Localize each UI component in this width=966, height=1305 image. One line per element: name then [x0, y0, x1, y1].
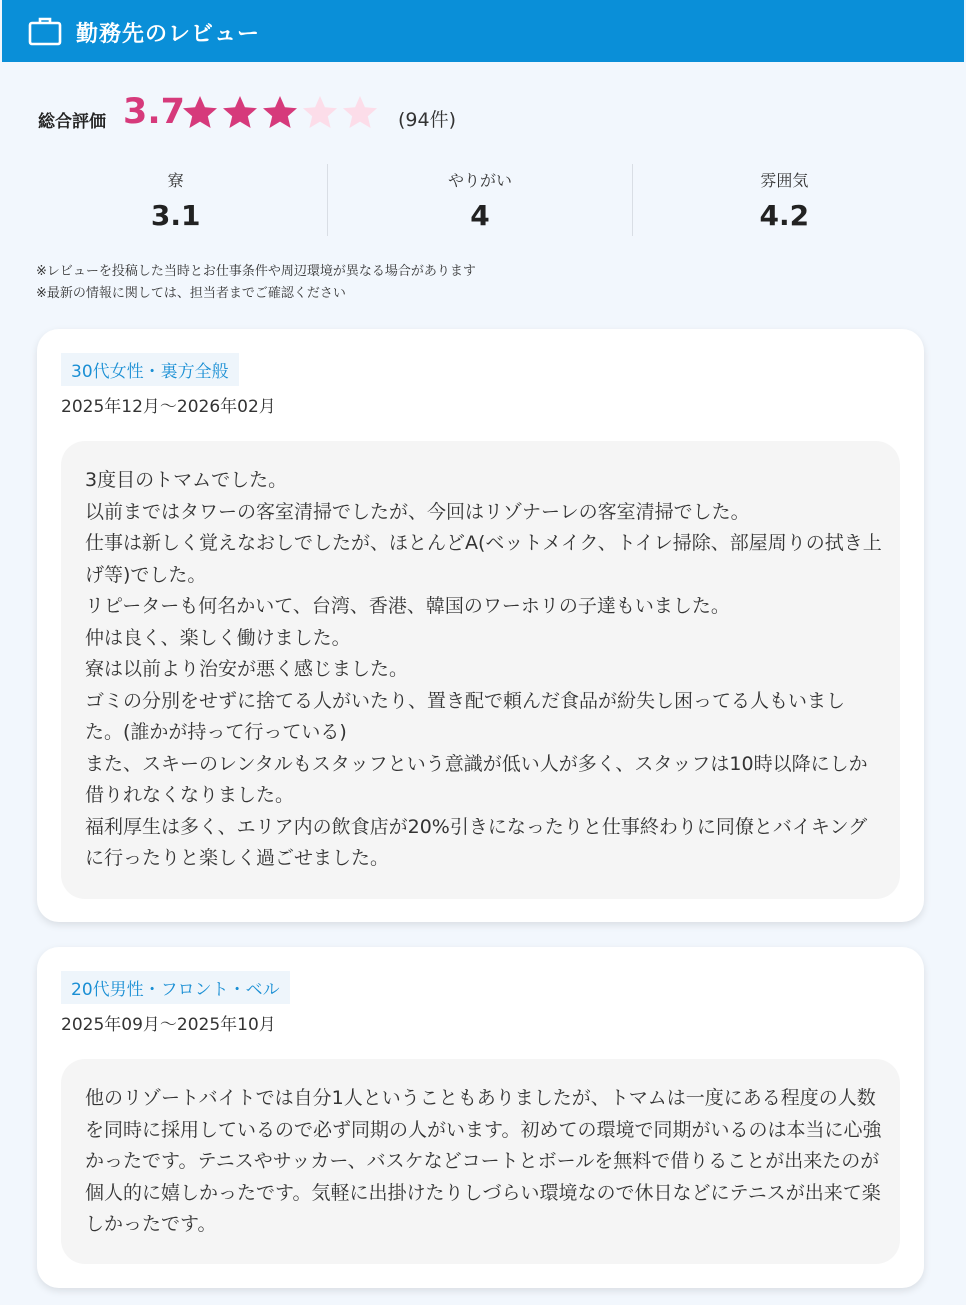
category-value: 4.2	[759, 199, 810, 232]
star-filled-icon	[260, 93, 300, 133]
work-period: 2025年09月〜2025年10月	[61, 1015, 276, 1035]
star-filled-icon	[180, 93, 220, 133]
category-label: 雰囲気	[760, 171, 809, 190]
briefcase-icon	[28, 16, 62, 46]
review-text	[85, 465, 882, 875]
star-empty-icon	[300, 93, 340, 133]
review-line: 仲は良く、楽しく働けました。	[85, 626, 351, 649]
work-period: 2025年12月〜2026年02月	[61, 397, 276, 417]
review-line: 3度目のトマムでした。	[85, 469, 288, 491]
review-line: 仕事は新しく覚えなおしでしたが、ほとんどA(ベットメイク、トイレ掃除、部屋周りの拭き上げ等)でした。	[85, 532, 882, 586]
disclaimer-line: ※レビューを投稿した当時とお仕事条件や周辺環境が異なる場合があります	[36, 264, 476, 279]
star-rating	[180, 93, 380, 133]
category-value: 4	[470, 199, 490, 232]
review-body	[61, 441, 900, 899]
category-atmosphere	[633, 164, 936, 236]
review-line: 寮は以前より治安が悪く感じました。	[85, 658, 409, 680]
category-value: 3.1	[150, 199, 201, 232]
category-ratings	[24, 164, 936, 236]
review-line: 他のリゾートバイトでは自分1人ということもありましたが、トマムは一度にある程度の人数を同時に採用しているので必ず同期の人がいます。初めての環境で同期がいるのは本当に心強かったです。テニスやサッカー、バスケなどコートとボールを無料で借りることが出来たのが個人的に嬉しかったです。気軽に出掛けたりしづらい環境なので休日などにテニスが出来て楽しかったです。	[85, 1087, 882, 1235]
review-line: 福利厚生は多く、エリア内の飲食店が20%引きになったりと仕事終わりに同僚とバイキングに行ったりと楽しく過ごせました。	[85, 815, 868, 869]
review-count: (94件)	[398, 109, 457, 131]
review-line: リピーターも何名かいて、台湾、香港、韓国のワーホリの子達もいました。	[85, 595, 730, 617]
category-rewarding	[328, 164, 632, 236]
star-empty-icon	[340, 93, 380, 133]
disclaimer-line: ※最新の情報に関しては、担当者までご確認ください	[36, 286, 346, 301]
page-header	[2, 0, 964, 62]
review-line: 以前まではタワーの客室清掃でしたが、今回はリゾナーレの客室清掃でした。	[85, 500, 750, 523]
overall-rating-label: 総合評価	[38, 112, 106, 132]
review-line: ゴミの分別をせずに捨てる人がいたり、置き配で頼んだ食品が紛失し困ってる人もいました。(誰かが持って行っている)	[85, 689, 846, 743]
star-filled-icon	[220, 93, 260, 133]
review-card	[37, 329, 924, 922]
reviewer-tag: 30代女性・裏方全般	[61, 353, 239, 386]
reviewer-tag: 20代男性・フロント・ベル	[61, 971, 290, 1004]
category-dorm	[24, 164, 328, 236]
category-label: やりがい	[447, 171, 512, 190]
disclaimer-notes	[36, 261, 476, 305]
review-text	[85, 1083, 882, 1241]
page-title: 勤務先のレビュー	[76, 22, 261, 47]
review-body	[61, 1059, 900, 1264]
review-card	[37, 947, 924, 1288]
overall-rating-score: 3.7	[123, 92, 186, 132]
category-label: 寮	[167, 171, 184, 190]
review-line: また、スキーのレンタルもスタッフという意識が低い人が多く、スタッフは10時以降にしか借りれなくなりました。	[85, 752, 868, 806]
